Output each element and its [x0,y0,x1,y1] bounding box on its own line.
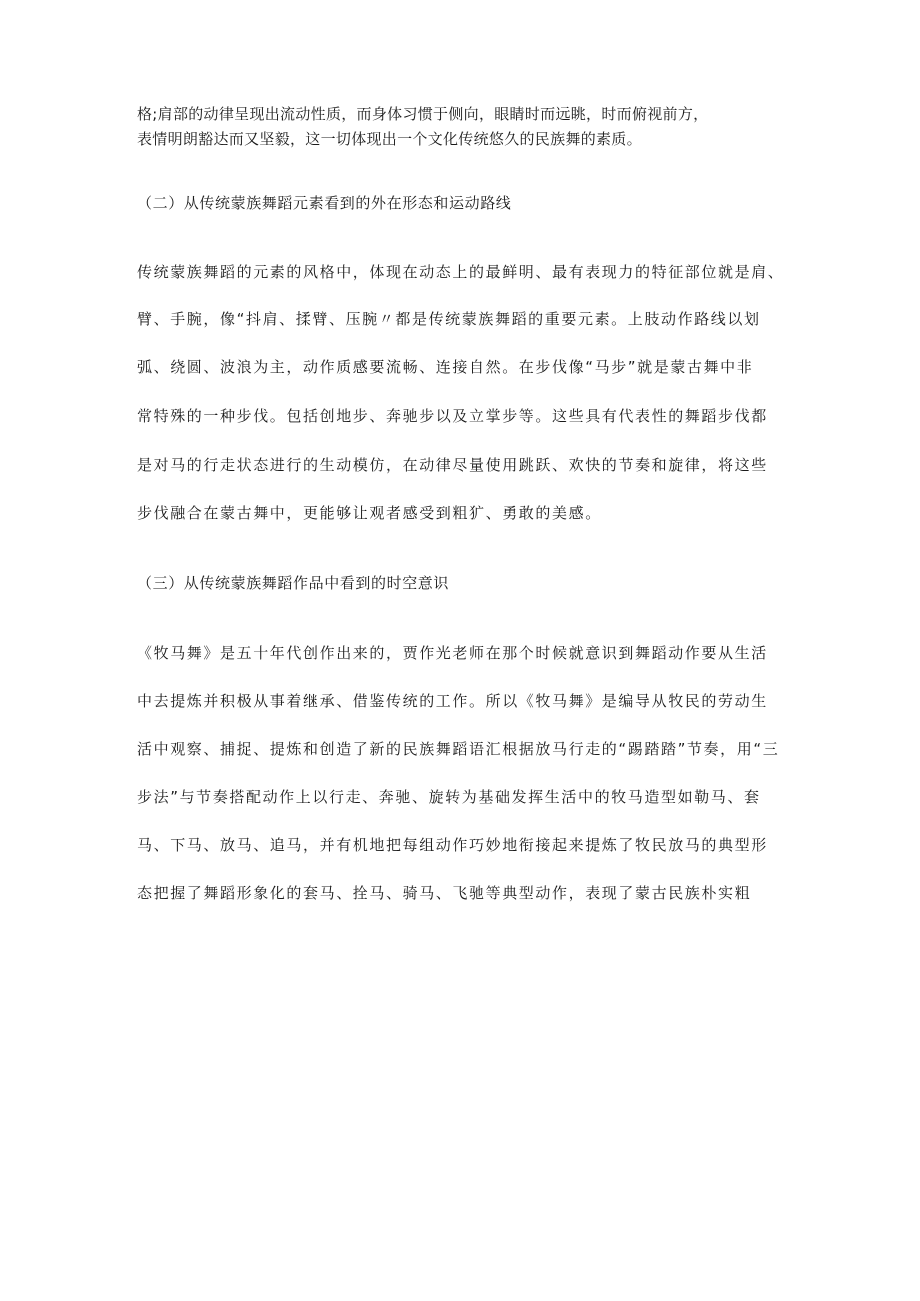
intro-line-2: 表情明朗豁达而又坚毅，这一切体现出一个文化传统悠久的民族舞的素质。 [137,130,642,148]
section-3-heading: （三）从传统蒙族舞蹈作品中看到的时空意识 [137,574,450,592]
section-2-line-3: 弧、绕圆、波浪为主，动作质感要流畅、连接自然。在步伐像“马步”就是蒙古舞中非 [137,358,754,376]
section-2-heading: （二）从传统蒙族舞蹈元素看到的外在形态和运动路线 [137,194,512,212]
section-3-line-2: 中去提炼并积极从事着继承、借鉴传统的工作。所以《牧马舞》是编导从牧民的劳动生 [137,692,768,710]
intro-line-1: 格;肩部的动律呈现出流动性质，而身体习惯于侧向，眼睛时而远眺，时而俯视前方， [137,105,709,123]
section-3-line-3: 活中观察、捕捉、提炼和创造了新的民族舞蹈语汇根据放马行走的“踢踏踏”节奏，用“三 [137,740,780,758]
section-2-line-1: 传统蒙族舞蹈的元素的风格中，体现在动态上的最鲜明、最有表现力的特征部位就是肩、 [137,263,785,281]
section-2-line-5: 是对马的行走状态进行的生动模仿，在动律尽量使用跳跃、欢快的节奏和旋律，将这些 [137,456,768,474]
section-2-line-4: 常特殊的一种步伐。包括创地步、奔驰步以及立掌步等。这些具有代表性的舞蹈步伐都 [137,407,768,425]
section-3-line-4: 步法”与节奏搭配动作上以行走、奔驰、旋转为基础发挥生活中的牧马造型如勒马、套 [137,788,761,806]
section-3-line-5: 马、下马、放马、追马，并有机地把每组动作巧妙地衔接起来提炼了牧民放马的典型形 [137,836,768,854]
section-3-line-6: 态把握了舞蹈形象化的套马、拴马、骑马、飞驰等典型动作，表现了蒙古民族朴实粗 [137,884,752,902]
section-2-line-2: 臂、手腕，像“抖肩、揉臂、压腕〃都是传统蒙族舞蹈的重要元素。上肢动作路线以划 [137,310,761,328]
section-2-line-6: 步伐融合在蒙古舞中，更能够让观者感受到粗犷、勇敢的美感。 [137,504,602,522]
section-3-line-1: 《牧马舞》是五十年代创作出来的，贾作光老师在那个时候就意识到舞蹈动作要从生活 [137,644,768,662]
